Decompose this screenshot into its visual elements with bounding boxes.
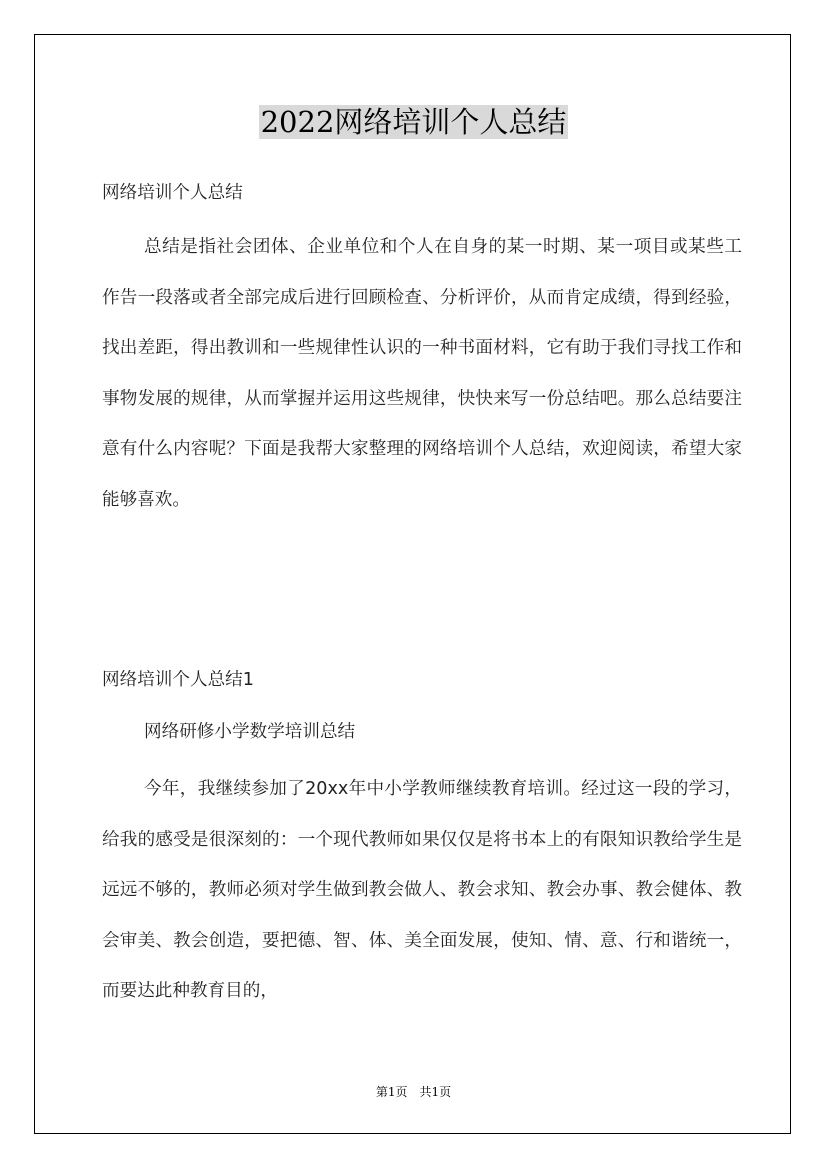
section1-paragraph: 今年，我继续参加了20xx年中小学教师继续教育培训。经过这一段的学习，给我的感受是很深刻的：一个现代教师如果仅仅是将书本上的有限知识教给学生是远远不够的，教师必须对学生做到教会做人、教会求知、教会办事、教会健体、教会审美、教会创造，要把德、智、体、美全面发展，使知、情、意、行和谐统一，而要达此种教育目的， <box>102 779 742 1001</box>
section1-subtitle: 网络研修小学数学培训总结 <box>144 722 356 742</box>
section1-heading: 网络培训个人总结1 <box>102 670 254 690</box>
page-number-footer: 第1页 共1页 <box>375 1085 452 1099</box>
section-heading: 网络培训个人总结 <box>102 183 243 203</box>
intro-paragraph: 总结是指社会团体、企业单位和个人在自身的某一时期、某一项目或某些工作告一段落或者全部完成后进行回顾检查、分析评价，从而肯定成绩，得到经验，找出差距，得出教训和一些规律性认识的一种书面材料，它有助于我们寻找工作和事物发展的规律，从而掌握并运用这些规律，快快来写一份总结吧。那么总结要注意有什么内容呢？下面是我帮大家整理的网络培训个人总结，欢迎阅读，希望大家能够喜欢。 <box>102 237 742 510</box>
document-title-text: 2022网络培训个人总结 <box>260 105 567 139</box>
document-title <box>0 103 827 141</box>
